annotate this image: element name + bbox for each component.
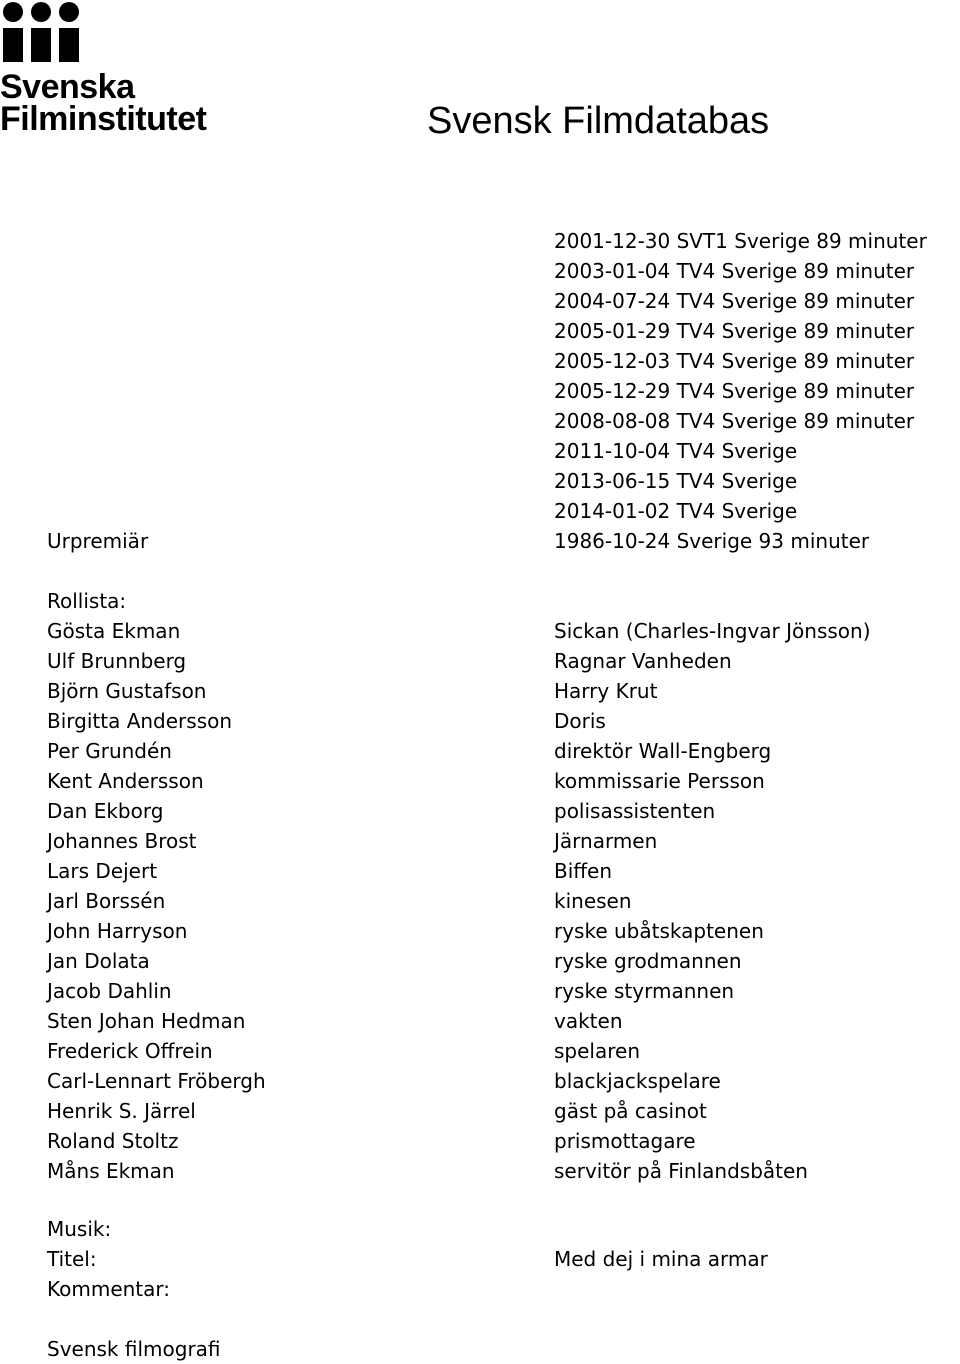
cast-actor: Henrik S. Järrel	[47, 1099, 196, 1123]
broadcast-item: 2001-12-30 SVT1 Sverige 89 minuter	[554, 229, 927, 253]
cast-role: polisassistenten	[554, 799, 716, 823]
cast-actor: Lars Dejert	[47, 859, 158, 883]
cast-role: ryske ubåtskaptenen	[554, 919, 764, 943]
cast-actor: Jacob Dahlin	[47, 979, 172, 1003]
logo-text-line1: Svenska	[0, 68, 135, 106]
cast-role: servitör på Finlandsbåten	[554, 1159, 808, 1183]
cast-role-list	[554, 616, 871, 1186]
logo-bar	[31, 28, 51, 62]
cast-actor: Per Grundén	[47, 739, 172, 763]
cast-role: gäst på casinot	[554, 1099, 707, 1123]
broadcast-item: 2005-12-29 TV4 Sverige 89 minuter	[554, 379, 915, 403]
logo-text-line2: Filminstitutet	[0, 100, 207, 138]
cast-actor: Frederick Offrein	[47, 1039, 213, 1063]
cast-actor-list	[47, 616, 266, 1186]
logo-dot	[59, 2, 79, 22]
broadcast-item: 2013-06-15 TV4 Sverige	[554, 469, 798, 493]
broadcast-item: 2011-10-04 TV4 Sverige	[554, 439, 798, 463]
cast-actor: Roland Stoltz	[47, 1129, 179, 1153]
page-title: Svensk Filmdatabas	[427, 100, 770, 142]
music-title-value: Med dej i mina armar	[554, 1247, 768, 1271]
cast-role: Harry Krut	[554, 679, 658, 703]
music-title-label: Titel:	[47, 1247, 97, 1271]
premiere-label: Urpremiär	[47, 529, 149, 553]
cast-role: ryske styrmannen	[554, 979, 735, 1003]
broadcast-item: 2008-08-08 TV4 Sverige 89 minuter	[554, 409, 915, 433]
premiere-value: 1986-10-24 Sverige 93 minuter	[554, 529, 870, 553]
cast-role: Järnarmen	[554, 829, 658, 853]
cast-role: spelaren	[554, 1039, 640, 1063]
cast-actor: Sten Johan Hedman	[47, 1009, 246, 1033]
cast-actor: Birgitta Andersson	[47, 709, 233, 733]
cast-actor: Måns Ekman	[47, 1159, 175, 1183]
cast-role: Doris	[554, 709, 606, 733]
logo-bar	[59, 28, 79, 62]
cast-actor: Jan Dolata	[47, 949, 150, 973]
cast-role: Sickan (Charles-Ingvar Jönsson)	[554, 619, 871, 643]
broadcast-item: 2003-01-04 TV4 Sverige 89 minuter	[554, 259, 915, 283]
cast-heading: Rollista:	[47, 589, 127, 613]
cast-actor: Carl-Lennart Fröbergh	[47, 1069, 266, 1093]
broadcast-item: 2014-01-02 TV4 Sverige	[554, 499, 798, 523]
cast-role: direktör Wall-Engberg	[554, 739, 772, 763]
cast-actor: Johannes Brost	[47, 829, 197, 853]
cast-actor: Dan Ekborg	[47, 799, 164, 823]
music-comment-label: Kommentar:	[47, 1277, 171, 1301]
cast-role: vakten	[554, 1009, 623, 1033]
cast-role: Biffen	[554, 859, 613, 883]
cast-role: prismottagare	[554, 1129, 696, 1153]
cast-role: blackjackspelare	[554, 1069, 721, 1093]
broadcast-item: 2004-07-24 TV4 Sverige 89 minuter	[554, 289, 915, 313]
cast-actor: Jarl Borssén	[47, 889, 166, 913]
cast-role: Ragnar Vanheden	[554, 649, 732, 673]
music-heading: Musik:	[47, 1217, 112, 1241]
cast-actor: John Harryson	[47, 919, 188, 943]
logo-mark-icon	[3, 2, 83, 62]
cast-role: ryske grodmannen	[554, 949, 742, 973]
cast-actor: Gösta Ekman	[47, 619, 181, 643]
logo-dot	[31, 2, 51, 22]
broadcast-item: 2005-01-29 TV4 Sverige 89 minuter	[554, 319, 915, 343]
cast-actor: Björn Gustafson	[47, 679, 207, 703]
svenska-filminstitutet-logo	[0, 0, 230, 140]
logo-dot	[3, 2, 23, 22]
filmography-heading: Svensk filmografi	[47, 1337, 221, 1361]
logo-bar	[3, 28, 23, 62]
cast-role: kinesen	[554, 889, 632, 913]
cast-actor: Ulf Brunnberg	[47, 649, 187, 673]
broadcast-list	[554, 226, 927, 526]
cast-actor: Kent Andersson	[47, 769, 204, 793]
cast-role: kommissarie Persson	[554, 769, 765, 793]
broadcast-item: 2005-12-03 TV4 Sverige 89 minuter	[554, 349, 915, 373]
